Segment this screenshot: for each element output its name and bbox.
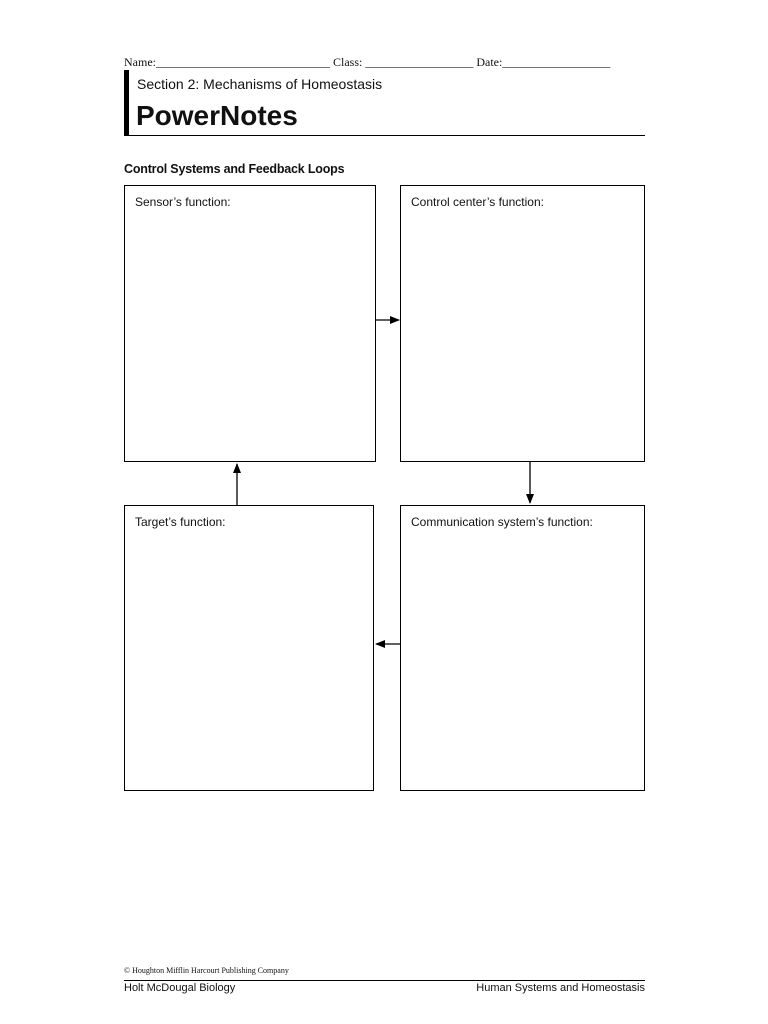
sensor-function-box [124,185,376,462]
name-class-date-line: Name:_____________________________ Class: __________________ Date:__________________ [124,55,611,69]
control-center-function-box [400,185,645,462]
target-function-label: Target’s function: [135,515,226,529]
control-center-function-label: Control center’s function: [411,195,544,209]
communication-system-function-label: Communication system’s function: [411,515,593,529]
target-function-box [124,505,374,791]
footer-chapter-title: Human Systems and Homeostasis [476,982,645,994]
footer-divider [124,980,645,981]
footer-book-title: Holt McDougal Biology [124,982,236,994]
diagram-title: Control Systems and Feedback Loops [124,162,345,176]
section-title: Section 2: Mechanisms of Homeostasis [137,76,383,92]
section-header [124,70,645,136]
communication-system-function-box [400,505,645,791]
sensor-function-label: Sensor’s function: [135,195,231,209]
page-title: PowerNotes [136,100,298,131]
copyright-notice: © Houghton Mifflin Harcourt Publishing Company [124,966,289,975]
